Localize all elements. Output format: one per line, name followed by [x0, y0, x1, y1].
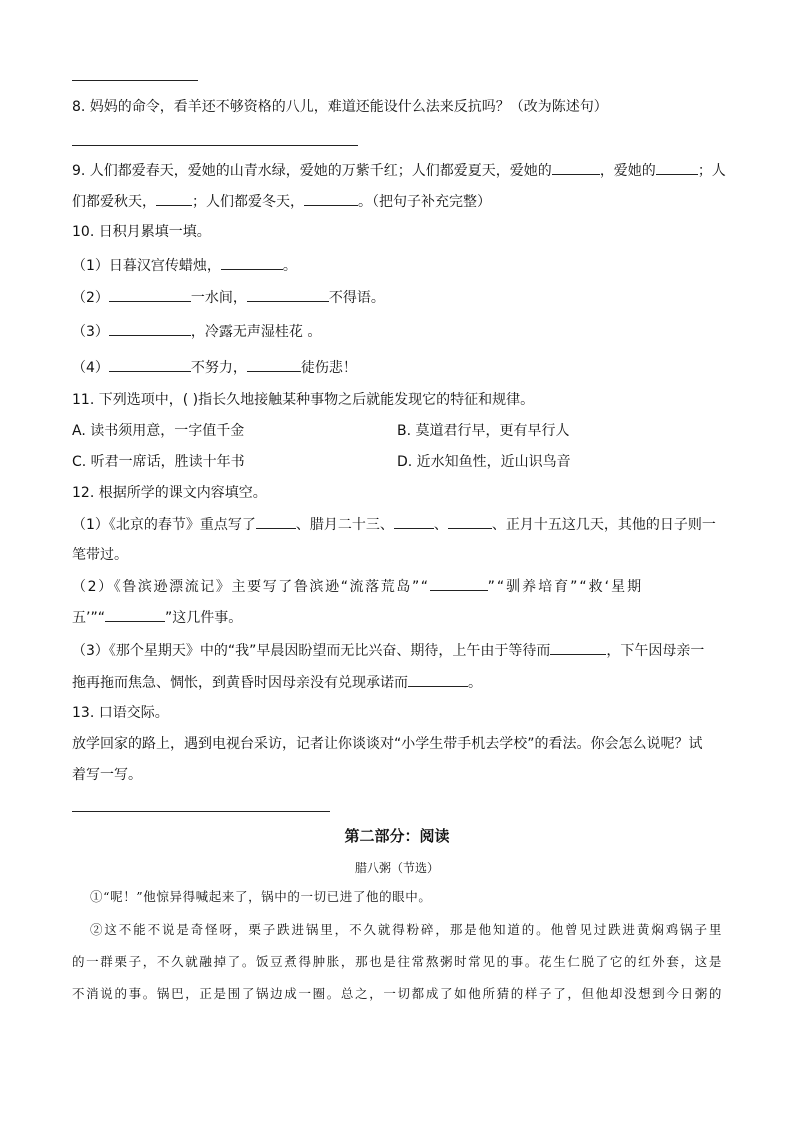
answer-line	[72, 145, 358, 146]
fill-blank[interactable]	[430, 576, 488, 591]
question-13-line-2	[72, 765, 142, 785]
question-11-text: 11. 下列选项中，( )指长久地接触某种事物之后就能发现它的特征和规律。	[72, 392, 535, 408]
item-text: （3）	[72, 324, 109, 340]
fill-blank[interactable]	[552, 160, 600, 175]
option-b[interactable]	[397, 421, 570, 441]
question-11-stem	[72, 390, 534, 410]
question-12-title	[72, 483, 267, 503]
item-text: 、	[433, 517, 448, 533]
question-13-line-1	[72, 734, 703, 754]
question-10-item-2	[72, 287, 385, 308]
fill-blank[interactable]	[221, 255, 283, 270]
fill-blank[interactable]	[109, 321, 191, 336]
item-text: （3）《那个星期天》中的“我”早晨因盼望而无比兴奋、期待，上午由于等待而	[72, 643, 551, 659]
fill-blank[interactable]	[109, 357, 191, 372]
fill-blank[interactable]	[256, 514, 296, 529]
fill-blank[interactable]	[247, 287, 329, 302]
option-c[interactable]	[72, 452, 245, 472]
item-text: 。	[468, 675, 482, 691]
fill-blank[interactable]	[156, 191, 192, 206]
item-text: 一水间，	[190, 290, 247, 306]
question-8-text: 8. 妈妈的命令，看羊还不够资格的八儿，难道还能设什么法来反抗吗？（改为陈述句）	[72, 99, 608, 115]
question-12-text: 12. 根据所学的课文内容填空。	[72, 485, 267, 501]
item-text: ”“驯养培育”“救‘星期	[487, 579, 644, 595]
item-text: （1）《北京的春节》重点写了	[72, 517, 256, 533]
question-12-part-2-line-2	[72, 607, 242, 628]
question-13-title	[72, 703, 169, 723]
item-text: （2）	[72, 290, 109, 306]
item-text: （2）《鲁滨逊漂流记》主要写了鲁滨逊“流落荒岛”“	[72, 579, 430, 595]
item-text: 徒伤悲！	[300, 360, 357, 376]
item-text: 、正月十五这几天，其他的日子则一	[491, 517, 716, 533]
item-text: 不努力，	[190, 360, 247, 376]
option-label: A. 读书须用意，一字值千金	[72, 423, 245, 439]
question-10-item-3	[72, 321, 321, 342]
question-9-line-2	[72, 191, 491, 212]
item-text: 五’”“	[72, 610, 105, 626]
option-d[interactable]	[397, 452, 571, 472]
question-13-text: 放学回家的路上，遇到电视台采访，记者让你谈谈对“小学生带手机去学校”的看法。你会怎么说呢？试	[72, 736, 703, 752]
question-13-text: 着写一写。	[72, 767, 142, 783]
fill-blank[interactable]	[394, 514, 434, 529]
fill-blank[interactable]	[105, 607, 165, 622]
item-text: 笔带过。	[72, 547, 128, 563]
fill-blank[interactable]	[109, 287, 191, 302]
fill-blank[interactable]	[247, 357, 301, 372]
question-12-part-2-line-1	[72, 576, 643, 597]
question-9-line-1	[72, 160, 726, 181]
item-text: ，下午因母亲一	[606, 643, 705, 659]
item-text: 。	[282, 258, 297, 274]
item-text: 、腊月二十三、	[295, 517, 394, 533]
question-12-part-3-line-2	[72, 672, 482, 693]
question-9-text: 们都爱秋天，	[72, 194, 156, 210]
question-9-text: 9. 人们都爱春天，爱她的山青水绿，爱她的万紫千红；人们都爱夏天，爱她的	[72, 163, 552, 179]
item-text: 拖再拖而焦急、惆怅，到黄昏时因母亲没有兑现承诺而	[72, 675, 408, 691]
fill-blank[interactable]	[550, 640, 606, 655]
question-10-text: 10. 日积月累填一填。	[72, 224, 211, 240]
answer-line	[72, 811, 330, 812]
reading-title: 腊八粥（节选）	[354, 861, 439, 875]
answer-line	[72, 80, 198, 81]
question-12-part-3-line-1	[72, 640, 704, 661]
question-10-item-4	[72, 357, 357, 378]
item-text: ，冷露无声湿桂花 。	[190, 324, 322, 340]
option-a[interactable]	[72, 421, 244, 441]
fill-blank[interactable]	[656, 160, 698, 175]
reading-paragraph-1: ①“呢！”他惊异得喊起来了，锅中的一切已进了他的眼中。	[90, 889, 432, 904]
question-10-title	[72, 222, 211, 242]
option-label: D. 近水知鱼性，近山识鸟音	[397, 454, 571, 470]
question-10-item-1	[72, 255, 297, 276]
question-8	[72, 97, 608, 117]
section-heading: 第二部分：阅读	[344, 827, 450, 845]
fill-blank[interactable]	[304, 191, 358, 206]
question-12-part-1-line-2	[72, 545, 128, 565]
question-9-text: 。（把句子补充完整）	[358, 194, 491, 210]
question-9-text: ；人	[697, 163, 726, 179]
question-9-text: ；人们都爱冬天，	[192, 194, 304, 210]
fill-blank[interactable]	[408, 672, 468, 687]
question-9-text: ，爱她的	[599, 163, 656, 179]
question-13-text: 13. 口语交际。	[72, 705, 169, 721]
reading-paragraph-2-line-3: 不消说的事。锅巴，正是围了锅边成一圈。总之，一切都成了如他所猜的样子了，但他却没想到今日粥的	[72, 986, 722, 1001]
item-text: ”这几件事。	[164, 610, 243, 626]
fill-blank[interactable]	[448, 514, 492, 529]
reading-paragraph-2-line-2: 的一群栗子，不久就融掉了。饭豆煮得肿胀，那也是往常熬粥时常见的事。花生仁脱了它的红外套，这是	[72, 954, 722, 969]
question-12-part-1-line-1	[72, 514, 716, 535]
item-text: （1）日暮汉宫传蜡烛，	[72, 258, 221, 274]
item-text: （4）	[72, 360, 109, 376]
option-label: C. 听君一席话，胜读十年书	[72, 454, 245, 470]
option-label: B. 莫道君行早，更有早行人	[397, 423, 570, 439]
reading-paragraph-2-line-1: ②这不能不说是奇怪呀，栗子跌进锅里，不久就得粉碎，那是他知道的。他曾见过跌进黄焖鸡锅子里	[90, 922, 722, 937]
item-text: 不得语。	[328, 290, 385, 306]
